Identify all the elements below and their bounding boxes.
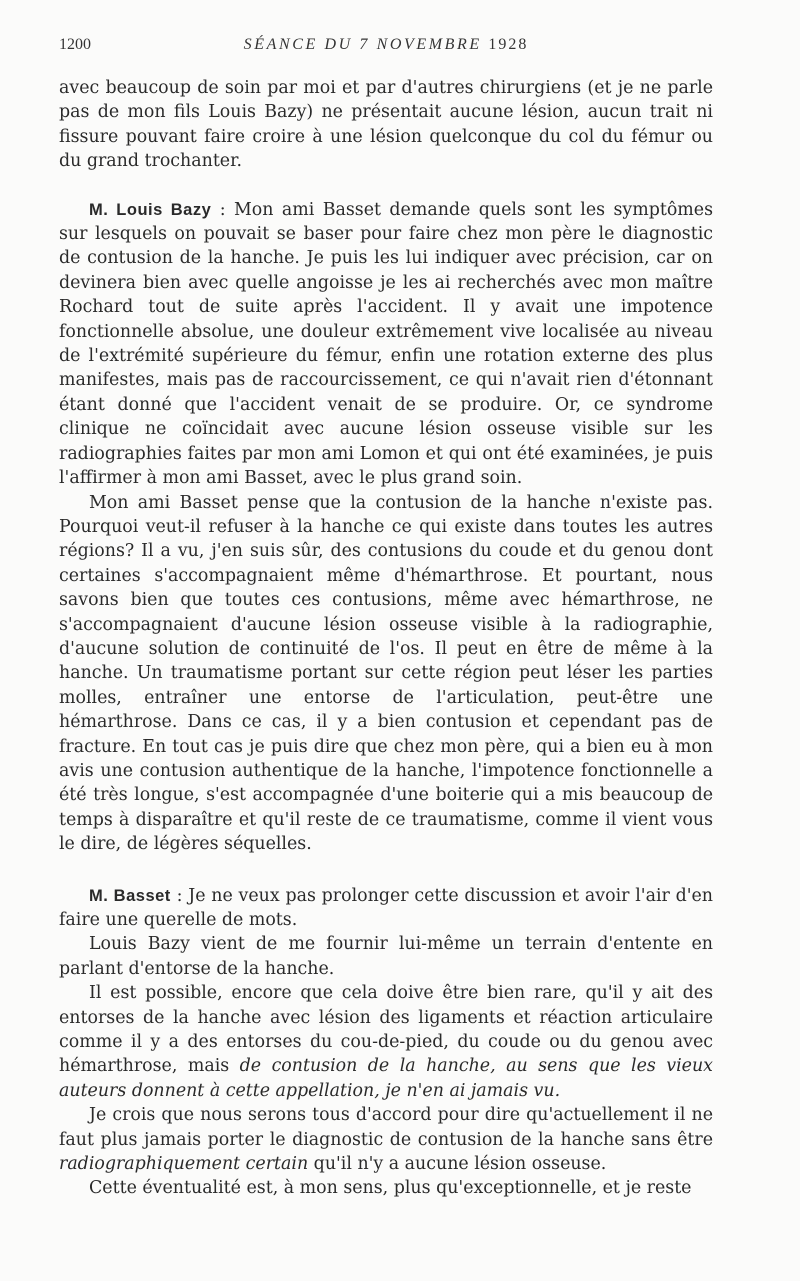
speaker-name: M. Louis Bazy [89, 200, 212, 219]
speaker-name: M. Basset [89, 886, 171, 905]
paragraph-8: Cette éventualité est, à mon sens, plus qu'exceptionnelle, et je reste [89, 1178, 692, 1199]
running-head [59, 36, 713, 60]
paragraph-6: Il est possible, encore que cela doive être bien rare, qu'il y ait des entorses de la hanche avec lésion des ligaments et réaction articulaire comme il y a des entorses du cou-de-pied, du coude ou du genou avec hémarthrose, mais de contusion de la hanche, au sens que les vieux auteurs donnent à cette appellation, je n'en ai jamais vu. [59, 983, 713, 1101]
paragraph-louis-bazy: M. Louis Bazy : Mon ami Basset demande quels sont les symptômes sur lesquels on pouvait se baser pour faire chez mon père le diagnostic de contusion de la hanche. Je puis les lui indiquer avec précision, car on devinera bien avec quelle angoisse je les ai recherchés avec mon maître Rochard tout de suite après l'accident. Il y avait une impotence fonctionnelle absolue, une douleur extrêmement vive localisée au niveau de l'extrémité supérieure du fémur, enfin une rotation externe des plus manifestes, mais pas de raccourcissement, ce qui n'avait rien d'étonnant étant donné que l'accident venait de se produire. Or, ce syndrome clinique ne coïncidait avec aucune lésion osseuse visible sur les radiographies faites par mon ami Lomon et qui ont été examinées, je puis l'affirmer à mon ami Basset, avec le plus grand soin. [59, 199, 713, 489]
italic-text: de contusion de la hanche, au sens que les vieux auteurs donnent à cette appellation, je n'en ai jamais vu. [59, 1056, 713, 1101]
body-text [59, 76, 713, 1201]
page-number: 1200 [59, 36, 91, 53]
paragraph-1: avec beaucoup de soin par moi et par d'autres chirurgiens (et je ne parle pas de mon fils Louis Bazy) ne présentait aucune lésion, aucun trait ni fissure pouvant faire croire à une lésion quelconque du col du fémur ou du grand trochanter. [59, 78, 713, 172]
paragraph-5: Louis Bazy vient de me fournir lui-même un terrain d'entente en parlant d'entorse de la hanche. [59, 934, 713, 979]
paragraph-3: Mon ami Basset pense que la contusion de la hanche n'existe pas. Pourquoi veut-il refuser à la hanche ce qui existe dans toutes les autres régions? Il a vu, j'en suis sûr, des contusions du coude et du genou dont certaines s'accompagnaient même d'hémarthrose. Et pourtant, nous savons bien que toutes ces contusions, même avec hémarthrose, ne s'accompagnaient d'aucune lésion osseuse visible à la radiographie, d'aucune solution de continuité de l'os. Il peut en être de même à la hanche. Un traumatisme portant sur cette région peut léser les parties molles, entraîner une entorse de l'articulation, peut-être une hémarthrose. Dans ce cas, il y a bien contusion et cependant pas de fracture. En tout cas je puis dire que chez mon père, qui a bien eu à mon avis une contusion authentique de la hanche, l'impotence fonctionnelle a été très longue, s'est accompagnée d'une boiterie qui a mis beaucoup de temps à disparaître et qu'il reste de ce traumatisme, comme il vient vous le dire, de légères séquelles. [59, 492, 713, 855]
italic-text: radiographiquement certain [59, 1154, 309, 1175]
paragraph-7: Je crois que nous serons tous d'accord pour dire qu'actuellement il ne faut plus jamais porter le diagnostic de contusion de la hanche sans être radiographiquement certain qu'il n'y a aucune lésion osseuse. [59, 1105, 713, 1175]
paragraph-basset: M. Basset : Je ne veux pas prolonger cette discussion et avoir l'air d'en faire une querelle de mots. [59, 885, 714, 930]
running-title: SÉANCE DU 7 NOVEMBRE 1928 [243, 36, 529, 53]
